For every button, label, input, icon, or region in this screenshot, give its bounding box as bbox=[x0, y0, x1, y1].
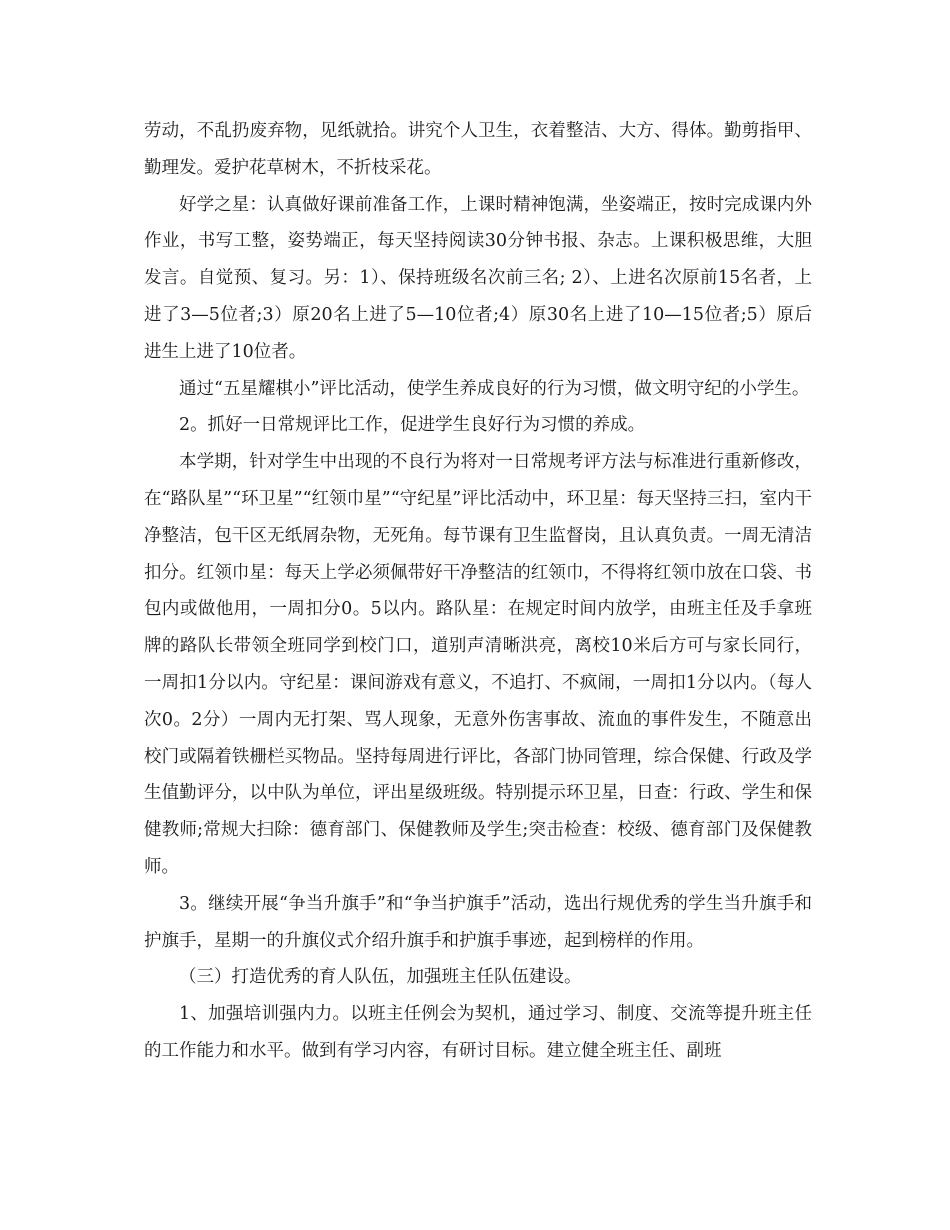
paragraph-five-star-activity: 通过“五星耀棋小”评比活动，使学生养成良好的行为习惯，做文明守纪的小学生。 bbox=[179, 378, 810, 399]
paragraph-daily-routine-heading: 2。抓好一日常规评比工作，促进学生良好行为习惯的养成。 bbox=[179, 415, 646, 436]
paragraph-training: 1、加强培训强内力。以班主任例会为契机，通过学习、制度、交流等提升班主任的工作能力和水平。做到有学习内容，有研讨目标。建立健全班主任、副班 bbox=[144, 1004, 812, 1061]
section-heading-teacher-team: （三）打造优秀的育人队伍，加强班主任队伍建设。 bbox=[179, 967, 582, 988]
document-body bbox=[144, 113, 812, 1070]
paragraph-study-star: 好学之星：认真做好课前准备工作，上课时精神饱满，坐姿端正，按时完成课内外作业，书写工整，姿势端正，每天坚持阅读30分钟书报、杂志。上课积极思维，大胆发言。自觉预、复习。另：1）、保持班级名次前三名; 2）、上进名次原前15名者，上进了3—5位者;3）原20名上进了5—10位者;4）原30名上进了10—15位者;5）原后进生上进了10位者。 bbox=[144, 194, 812, 362]
paragraph-flag-raising: 3。继续开展“争当升旗手”和“争当护旗手”活动，选出行规优秀的学生当升旗手和护旗手，星期一的升旗仪式介绍升旗手和护旗手事迹，起到榜样的作用。 bbox=[144, 893, 812, 951]
paragraph-routine-evaluation: 本学期，针对学生中出现的不良行为将对一日常规考评方法与标准进行重新修改，在“路队星”“环卫星”“红领巾星”“守纪星”评比活动中，环卫星：每天坚持三扫，室内干净整洁，包干区无纸屑杂物，无死角。每节课有卫生监督岗，且认真负责。一周无清洁扣分。红领巾星：每天上学必须佩带好干净整洁的红领巾，不得将红领巾放在口袋、书包内或做他用，一周扣分0。5以内。路队星：在规定时间内放学，由班主任及手拿班牌的路队长带领全班同学到校门口，道别声清晰洪亮，离校10米后方可与家长同行，一周扣1分以内。守纪星：课间游戏有意义，不追打、不疯闹，一周扣1分以内。（每人次0。2分）一周内无打架、骂人现象，无意外伤害事故、流血的事件发生，不随意出校门或隔着铁栅栏买物品。坚持每周进行评比，各部门协同管理，综合保健、行政及学生值勤评分，以中队为单位，评出星级班级。特别提示环卫星，日查：行政、学生和保健教师;常规大扫除：德育部门、保健教师及学生;突击检查：校级、德育部门及保健教师。 bbox=[144, 452, 812, 877]
paragraph-labor-hygiene: 劳动，不乱扔废弃物，见纸就拾。讲究个人卫生，衣着整洁、大方、得体。勤剪指甲、勤理发。爱护花草树木，不折枝采花。 bbox=[144, 121, 812, 178]
